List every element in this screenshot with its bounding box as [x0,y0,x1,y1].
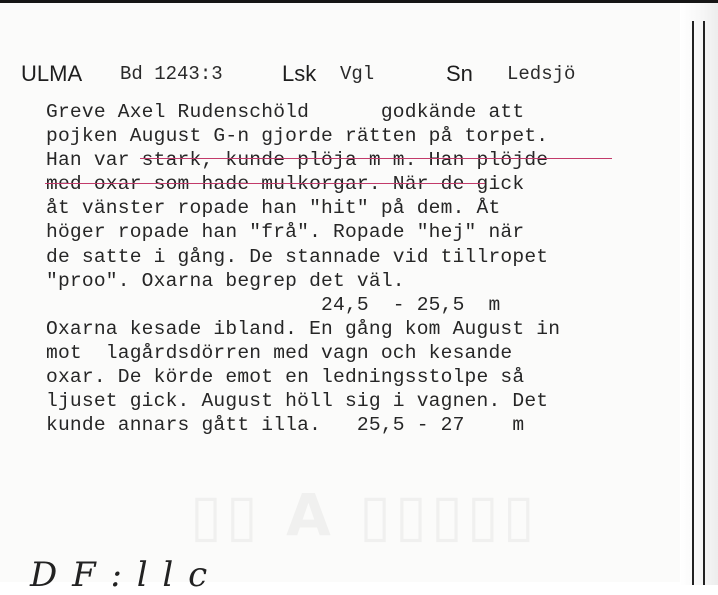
text-line: oxar. De körde emot en ledningsstolpe så [46,366,525,389]
pink-underline-1 [140,158,612,159]
edge-line-right [703,21,705,585]
lsk-label: Lsk [282,61,317,86]
lsk-value: Vgl [340,63,375,85]
text-line: ljuset gick. August höll sig i vagnen. Det [46,390,549,413]
text-line: pojken August G-n gjorde rätten på torpet. [46,125,549,148]
record-number: Bd 1243:3 [120,63,223,85]
card-edge-shadow [680,3,718,585]
text-line: de satte i gång. De stannade vid tillropet [46,245,549,268]
text-line: åt vänster ropade han "hit" på dem. Åt [46,197,501,220]
text-line: Greve Axel Rudenschöld godkände att [46,101,525,123]
text-line: Oxarna kesade ibland. En gång kom August in [46,317,561,340]
faint-stamp [190,481,539,549]
text-line: Han var stark, kunde plöja m m. Han plöjde [46,149,549,172]
sn-value: Ledsjö [507,63,576,85]
archive-name: ULMA [21,61,83,86]
handwritten-note: D F : l l c [30,555,210,595]
edge-line-left [692,21,694,585]
text-line: mot lagårdsdörren med vagn och kesande [46,341,513,364]
text-line: "proo". Oxarna begrep det väl. [46,269,405,292]
card-body-text [46,100,656,437]
text-line: med oxar som hade mulkorgar. När de gick [46,173,525,196]
text-line: höger ropade han "frå". Ropade "hej" när [46,221,525,244]
text-line: kunde annars gått illa. 25,5 - 27 m [46,414,525,437]
pink-underline-2 [45,183,485,184]
sn-label: Sn [446,61,473,86]
text-line: 24,5 - 25,5 m [46,293,501,316]
